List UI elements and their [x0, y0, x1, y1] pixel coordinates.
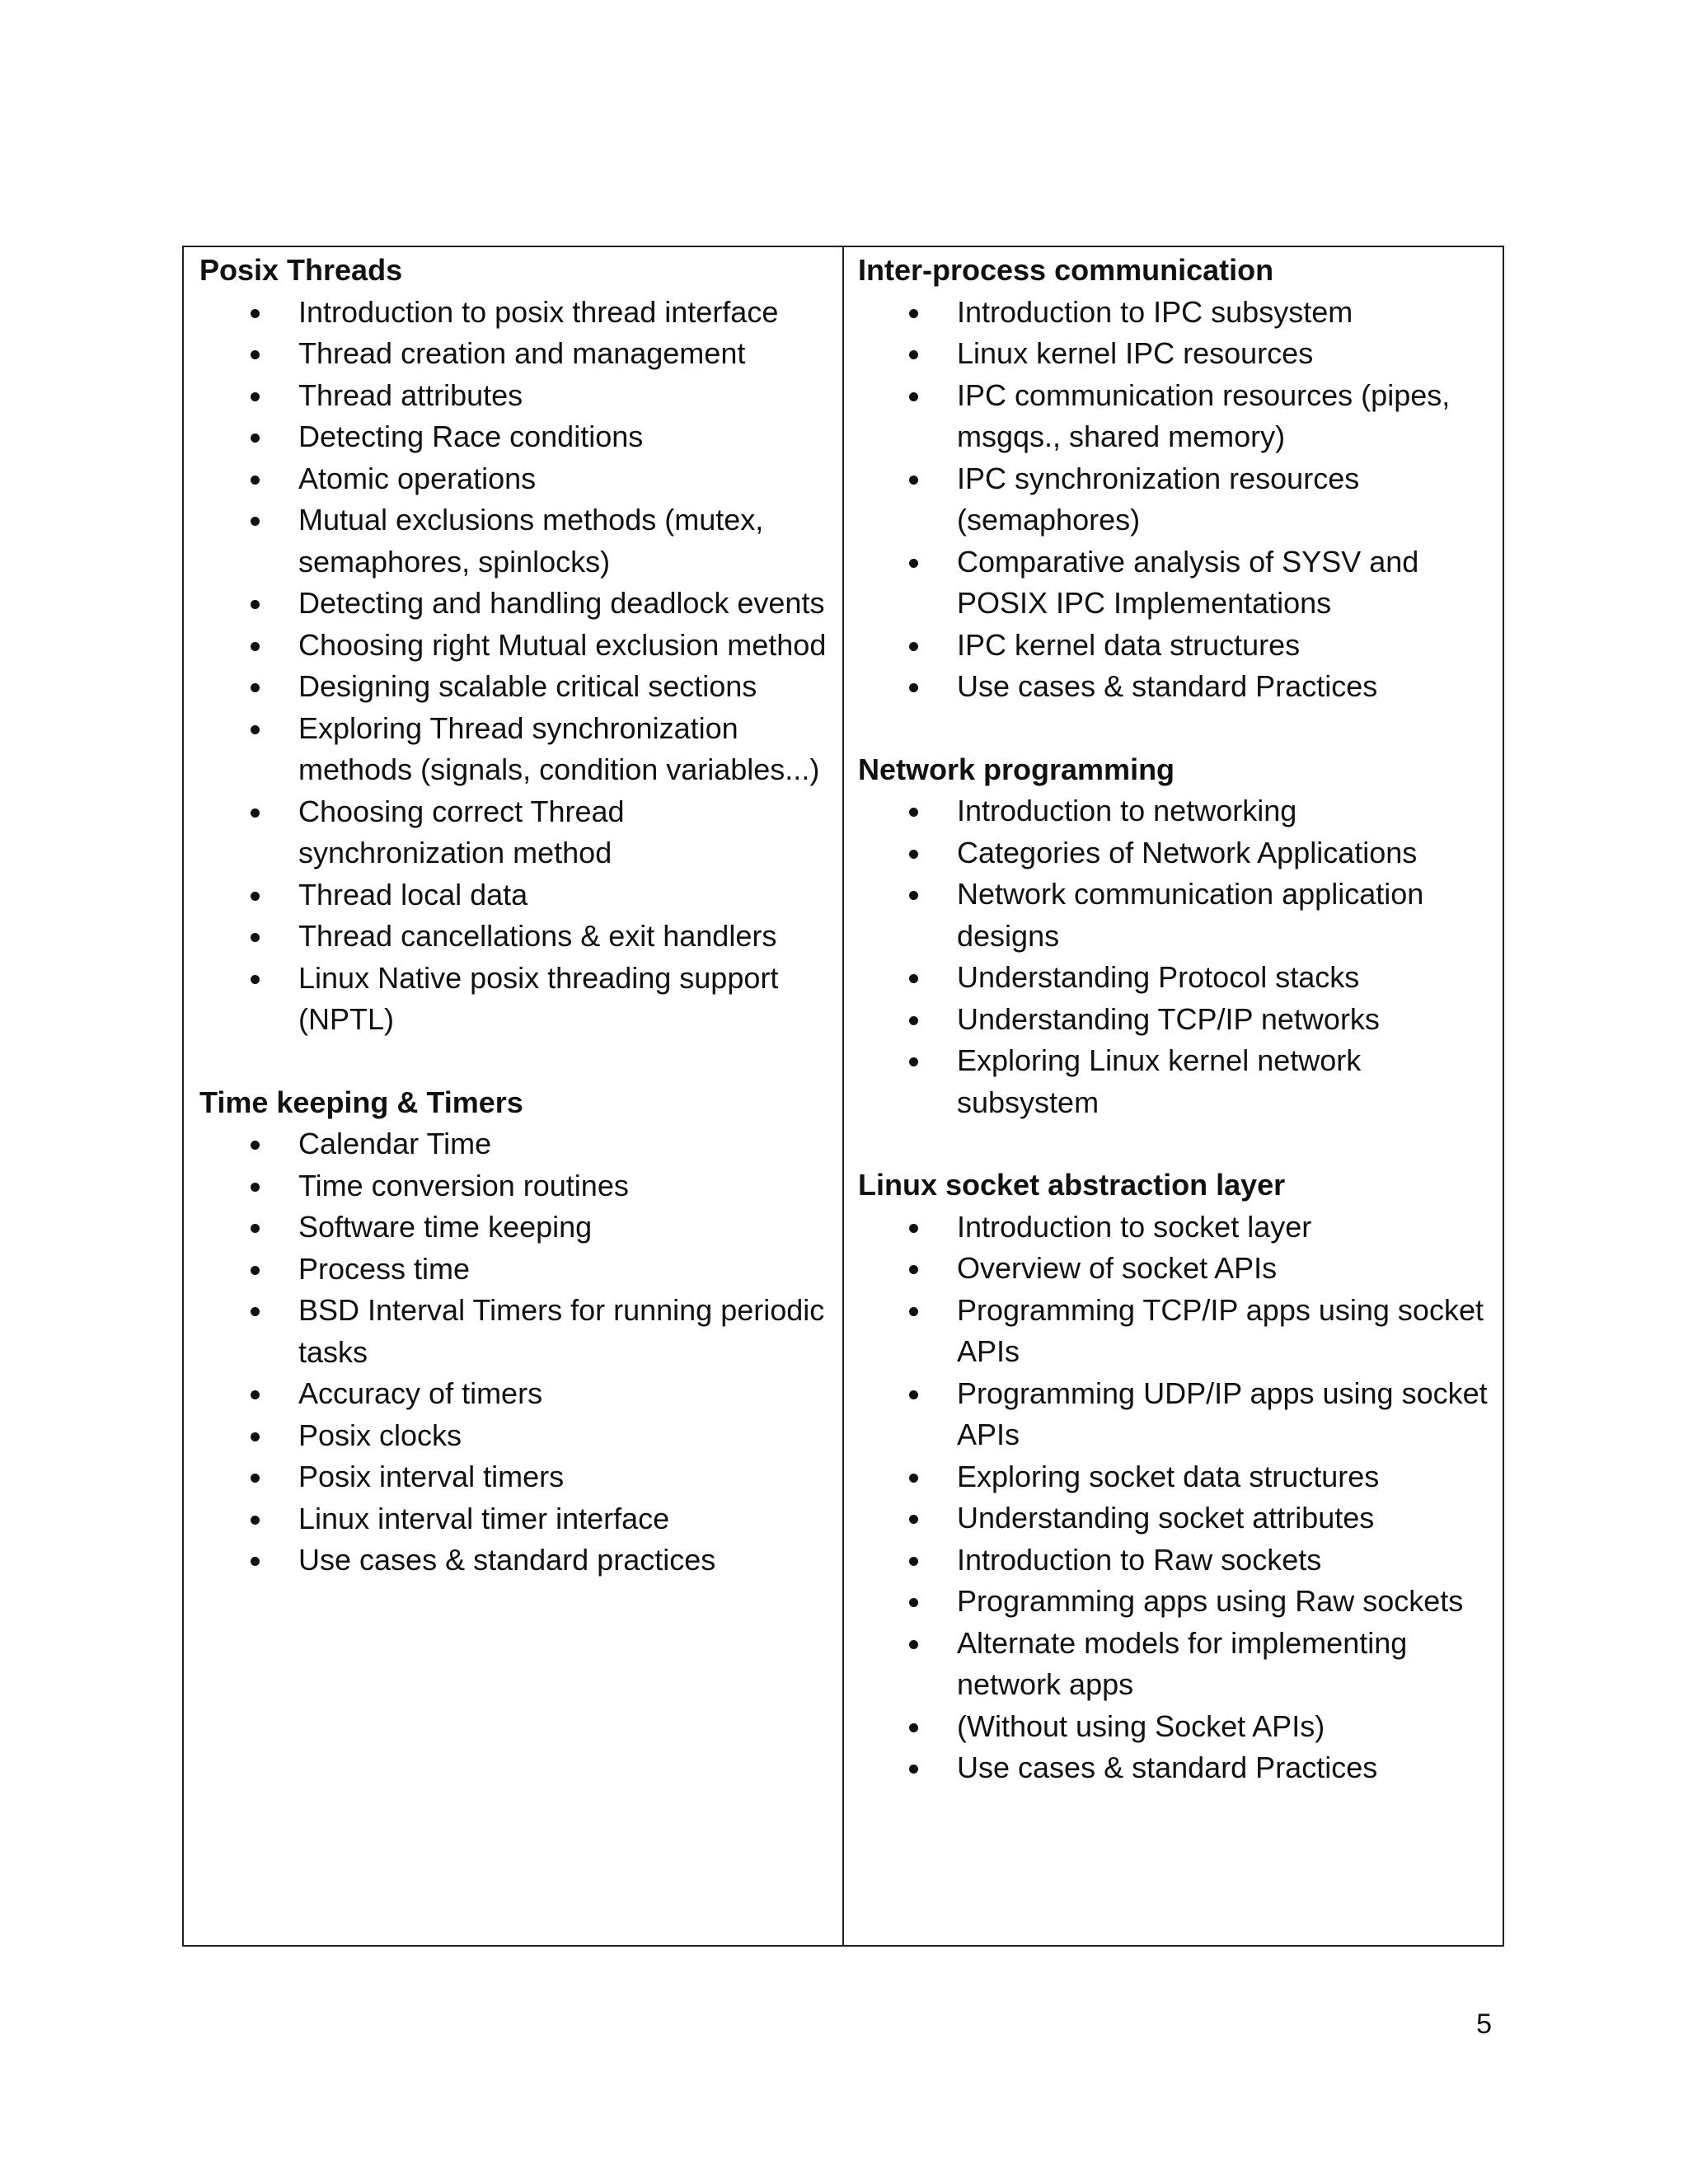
section-title: Linux socket abstraction layer	[858, 1168, 1286, 1202]
section-title: Network programming	[858, 752, 1175, 786]
bullet-icon	[251, 1474, 260, 1483]
bullet-icon	[909, 559, 918, 568]
bullet-icon	[909, 1390, 918, 1399]
bullet-icon	[251, 1516, 260, 1525]
left-column	[184, 247, 844, 1945]
bullet-icon	[251, 975, 260, 984]
bullet-icon	[251, 392, 260, 401]
list-item: Overview of socket APIs	[858, 1248, 1489, 1290]
list-item: Exploring socket data structures	[858, 1456, 1489, 1498]
list-item: IPC kernel data structures	[858, 625, 1489, 667]
section-time-keeping-timers	[199, 1082, 829, 1582]
bullet-icon	[251, 725, 260, 734]
bullet-icon	[909, 974, 918, 983]
list-item: Use cases & standard Practices	[858, 666, 1489, 708]
list-item: Network communication application designs	[858, 874, 1489, 957]
list-item: Detecting Race conditions	[199, 416, 829, 458]
bullet-icon	[909, 476, 918, 485]
bullet-icon	[251, 434, 260, 443]
bullet-icon	[909, 1307, 918, 1316]
list-item: Understanding TCP/IP networks	[858, 999, 1489, 1041]
list-item: Introduction to socket layer	[858, 1207, 1489, 1249]
bullet-icon	[909, 392, 918, 401]
bullet-icon	[909, 350, 918, 359]
list-item: Introduction to IPC subsystem	[858, 292, 1489, 334]
bullet-icon	[909, 1016, 918, 1025]
bullet-icon	[251, 600, 260, 609]
bullet-icon	[909, 1057, 918, 1066]
list-item: Categories of Network Applications	[858, 832, 1489, 874]
topic-list	[858, 1207, 1489, 1789]
list-item: IPC communication resources (pipes, msgqs., shared memory)	[858, 375, 1489, 458]
section-inter-process-communication	[858, 250, 1489, 708]
section-title: Posix Threads	[199, 253, 403, 287]
section-network-programming	[858, 749, 1489, 1124]
bullet-icon	[909, 642, 918, 651]
list-item: Atomic operations	[199, 458, 829, 500]
list-item: Exploring Linux kernel network subsystem	[858, 1040, 1489, 1123]
bullet-icon	[251, 517, 260, 526]
topic-list	[858, 790, 1489, 1123]
list-item: Designing scalable critical sections	[199, 666, 829, 708]
list-item: Programming apps using Raw sockets	[858, 1581, 1489, 1623]
bullet-icon	[909, 1265, 918, 1274]
list-item: BSD Interval Timers for running periodic tasks	[199, 1290, 829, 1373]
list-item: Use cases & standard Practices	[858, 1747, 1489, 1789]
list-item: Posix clocks	[199, 1415, 829, 1457]
topic-list	[199, 1123, 829, 1582]
bullet-icon	[251, 892, 260, 901]
list-item: Linux Native posix threading support (NPTL)	[199, 958, 829, 1041]
bullet-icon	[909, 891, 918, 900]
list-item: Software time keeping	[199, 1207, 829, 1249]
list-item: Process time	[199, 1249, 829, 1291]
bullet-icon	[909, 1515, 918, 1524]
list-item: Understanding Protocol stacks	[858, 957, 1489, 999]
list-item: Alternate models for implementing network apps	[858, 1623, 1489, 1706]
list-item: Thread creation and management	[199, 333, 829, 375]
bullet-icon	[251, 1224, 260, 1233]
bullet-icon	[909, 1640, 918, 1649]
bullet-icon	[251, 350, 260, 359]
list-item: Thread local data	[199, 874, 829, 916]
list-item: Linux kernel IPC resources	[858, 333, 1489, 375]
list-item: Introduction to Raw sockets	[858, 1540, 1489, 1582]
section-posix-threads	[199, 250, 829, 1041]
bullet-icon	[909, 850, 918, 859]
section-title: Inter-process communication	[858, 253, 1274, 287]
bullet-icon	[909, 683, 918, 692]
bullet-icon	[251, 1432, 260, 1441]
list-item: Use cases & standard practices	[199, 1540, 829, 1582]
bullet-icon	[251, 1141, 260, 1150]
topic-list	[858, 292, 1489, 708]
page-number: 5	[1476, 2008, 1492, 2040]
bullet-icon	[251, 1307, 260, 1316]
list-item: Introduction to posix thread interface	[199, 292, 829, 334]
list-item: Accuracy of timers	[199, 1373, 829, 1415]
list-item: Time conversion routines	[199, 1165, 829, 1207]
list-item: Posix interval timers	[199, 1456, 829, 1498]
section-linux-socket-abstraction-layer	[858, 1165, 1489, 1789]
list-item: Exploring Thread synchronization methods (signals, condition variables...)	[199, 708, 829, 791]
bullet-icon	[251, 1183, 260, 1192]
list-item: Programming UDP/IP apps using socket APIs	[858, 1373, 1489, 1456]
list-item: Mutual exclusions methods (mutex, semaphores, spinlocks)	[199, 499, 829, 583]
list-item: Introduction to networking	[858, 790, 1489, 832]
list-item: Programming TCP/IP apps using socket APIs	[858, 1290, 1489, 1373]
list-item: Thread attributes	[199, 375, 829, 417]
list-item: Choosing correct Thread synchronization method	[199, 791, 829, 874]
list-item: Detecting and handling deadlock events	[199, 583, 829, 625]
bullet-icon	[251, 1390, 260, 1399]
topic-list	[199, 292, 829, 1041]
list-item: Linux interval timer interface	[199, 1498, 829, 1540]
bullet-icon	[251, 1557, 260, 1566]
bullet-icon	[909, 1598, 918, 1607]
list-item: Choosing right Mutual exclusion method	[199, 625, 829, 667]
list-item: Thread cancellations & exit handlers	[199, 916, 829, 958]
bullet-icon	[909, 309, 918, 318]
bullet-icon	[251, 309, 260, 318]
bullet-icon	[909, 808, 918, 817]
bullet-icon	[251, 933, 260, 942]
bullet-icon	[251, 683, 260, 692]
bullet-icon	[909, 1723, 918, 1732]
bullet-icon	[251, 1266, 260, 1275]
bullet-icon	[909, 1557, 918, 1566]
section-title: Time keeping & Timers	[199, 1085, 523, 1119]
bullet-icon	[909, 1765, 918, 1774]
list-item: Calendar Time	[199, 1123, 829, 1165]
bullet-icon	[251, 642, 260, 651]
right-column	[844, 247, 1503, 1945]
list-item: IPC synchronization resources (semaphores)	[858, 458, 1489, 541]
list-item: Understanding socket attributes	[858, 1497, 1489, 1540]
bullet-icon	[909, 1474, 918, 1483]
bullet-icon	[909, 1224, 918, 1233]
bullet-icon	[251, 808, 260, 818]
bullet-icon	[251, 476, 260, 485]
list-item: Comparative analysis of SYSV and POSIX IPC Implementations	[858, 541, 1489, 625]
syllabus-table	[182, 246, 1504, 1947]
list-item: (Without using Socket APIs)	[858, 1706, 1489, 1748]
